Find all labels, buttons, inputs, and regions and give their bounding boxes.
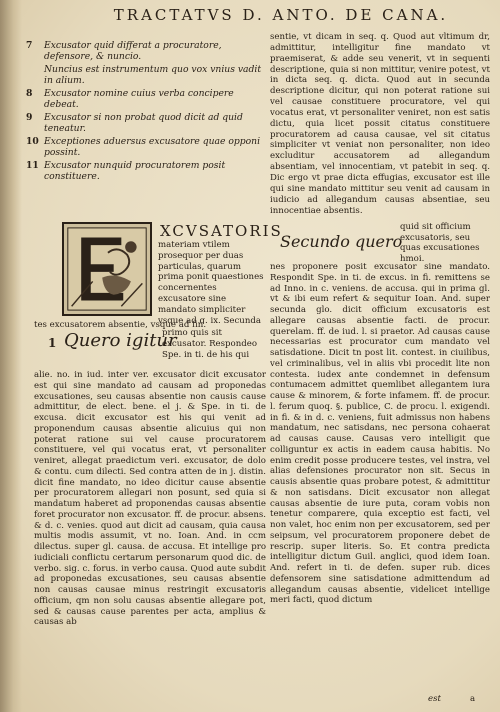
question-heading: Secundo quero <box>280 232 403 251</box>
summary-number: 7 <box>26 40 33 51</box>
section-number: 1 <box>48 336 57 350</box>
question-lead-text: primo quis sit excusator. Respondeo Spe. in ti. de his qui <box>162 328 258 360</box>
woodcut-illustration <box>64 224 150 314</box>
summary-item <box>26 136 266 158</box>
left-column-text <box>34 370 266 706</box>
intro-heading: XCVSATORIS <box>160 222 283 240</box>
question-two-body: nes proponere posit excusator sine mandato. Respondit Spe. in ti. de excus. in fi. remittens se ad Inno. in c. veniens. de accusa. qui in prima gl. vt & ibi eum refert & sequitur Ioan. And. super secunda glo. dicit officium excusatoris est allegare causas absentie facti. de procur. querelam. ff. de iud. l. si praetor. Ad causas cause necessarias est procurator cum mandato vel satisdatione. Dicit tn post lit. contest. in ciuilibus, vel criminalibus, vel in aliis vbi procedit lite non contesta. iudex ante condemnet in defensum contumacem admittet quemlibet allegantem iura cause & minorem, & forte infamem. ff. de procur. l. ferum quoq. §. publice, C. de procu. l. exigendi. in fi. & in d. c. veniens, fuit admissus non habens mandatum, nec satisdans, nec persona cohaerat ad causas cause. Causas vero intelligit que colliguntur ex actis in eadem causa habitis. No enim credit posse producere testes, vel instra, vel alias defensiones procurator non sit. Secus in causis absentie quas probare potest, & admittitur & non satisdans. Dicit excusator non allegat causas absentie de iure puta, coram vobis non tenetur comparere, quia exceptio est facti, vel non valet, hoc enim non per excusatorem, sed per seipsum, vel procuratorem proponere debet de rescrip. super literis. So. Et contra predicta intelligitur dictum Guil. anglici, quod idem Ioan. And. refert in ti. de defen. super rub. dices defensorem sine satisdatione admittendum ad allegandum causas absentie, videlicet intellige meri facti, quod dictum <box>270 262 490 606</box>
summary-text: Exceptiones aduersus excusatore quae opponi possint. <box>44 136 261 158</box>
intro-text: materiam vtilem prosequor per duas particulas, quarum prima ponit quaestiones concernentes excusatore sine mandato simpliciter vsque ad q. ix. Secunda <box>158 240 264 324</box>
right-column-upper-text: sentie, vt dicam in seq. q. Quod aut vltimum dr, admittitur, intelligitur fine mandato vt praemiserat, & adde seu venerit, vt in sequenti descriptione, quia si non mittitur, venire potest, vt in dicta seq. q. dicta. Quod aut in secunda descriptione dicitur, qui non poterat ratione sui vel causae constituere procuratore, vel qui vocatus erat, vt personaliter veniret, non est satis dictu, quia licet possit citatus constituere procuratorem ad causa causae, vel sit citatus simpliciter vt veniat non personaliter, non ideo excluditur accusatorem ad allegandum absentiam, vel innocentiam, vt patebit in seq. q. Dic ergo vt prae dicta effugias, excusator est ille qui sine mandato mittitur seu venit ad causam in iudicio ad allegandum causas absentiae, seu innocentiae absentis. <box>270 32 490 216</box>
right-column-text <box>270 262 490 706</box>
summary-item <box>26 40 266 62</box>
summary-text: Nuncius est instrumentum quo vox vnius vadit in alium. <box>44 64 262 86</box>
book-spine-shadow <box>0 0 22 712</box>
summary-number: 10 <box>26 136 39 147</box>
summary-item <box>26 160 266 182</box>
question-lead-text: quid sit officium excusatoris, seu quas excusationes hmoi. <box>400 222 480 265</box>
signature-mark: a <box>470 694 476 704</box>
woodcut-initial-e <box>62 222 152 316</box>
summary-text: Excusator quid differat a procuratore, defensore, & nuncio. <box>44 40 222 62</box>
summary-item <box>26 88 266 110</box>
summary-item <box>26 64 266 86</box>
summary-text: Excusator nunquid procuratorem posit constituere. <box>44 160 226 182</box>
summary-text: Excusator si non probat quod dicit ad quid teneatur. <box>44 112 243 134</box>
summary-item <box>26 112 266 134</box>
summary-list <box>26 40 266 212</box>
catchword: est <box>428 694 441 704</box>
summary-number: 11 <box>26 160 39 171</box>
question-heading: Quero igitur <box>64 330 177 351</box>
intro-tail: tes excusatorem absentie, vsque ad fin. <box>34 320 207 330</box>
running-head: TRACTATVS D. ANTO. DE CANA. <box>113 6 449 24</box>
summary-number: 9 <box>26 112 33 123</box>
summary-number: 8 <box>26 88 33 99</box>
summary-text: Excusator nomine cuius verba concipere debeat. <box>44 88 234 110</box>
question-one-body: alie. no. in iud. inter ver. excusator dicit excusator est qui sine mandato ad causam ad proponedas excusationes, seu causas absentie non causis cause admittitur, de elect. bene. el j. & Spe. in ti. de excusa. dicit excusator est his qui venit ad proponendum causas absentie alicuius qui non poterat ratione sui vel cause procuratorem constituere, vel qui vocatus erat, vt personaliter veniret, allegat praedictum veri. excusator, de dolo & contu. cum dilecti. Sed contra atten de in j. distin. dicit fine mandato, no ideo dicitur cause absentie per procuratorem allegari non posunt, sed quia si mandatum haberet ad proponendas causas absentie foret procurator non excusator. ff. de procur. absens. & d. c. venies. quod aut dicit ad causam, quia causa multis modis assumit, vt no. Ioan. And. in ccm dilectus. super gl. causa. de accusa. Et intellige pro iudiciali conflictu certarum personarum quod dic. de verbo. sig. c. forus. in verbo causa. Quod aute subdit ad proponedas excusationes, seu causas absentie non causas causae minus restringit excusatoris officium, qm non solu causas absentie allegare pot, sed & causas cause parentes per acta, amplius & causas ab <box>34 370 266 628</box>
